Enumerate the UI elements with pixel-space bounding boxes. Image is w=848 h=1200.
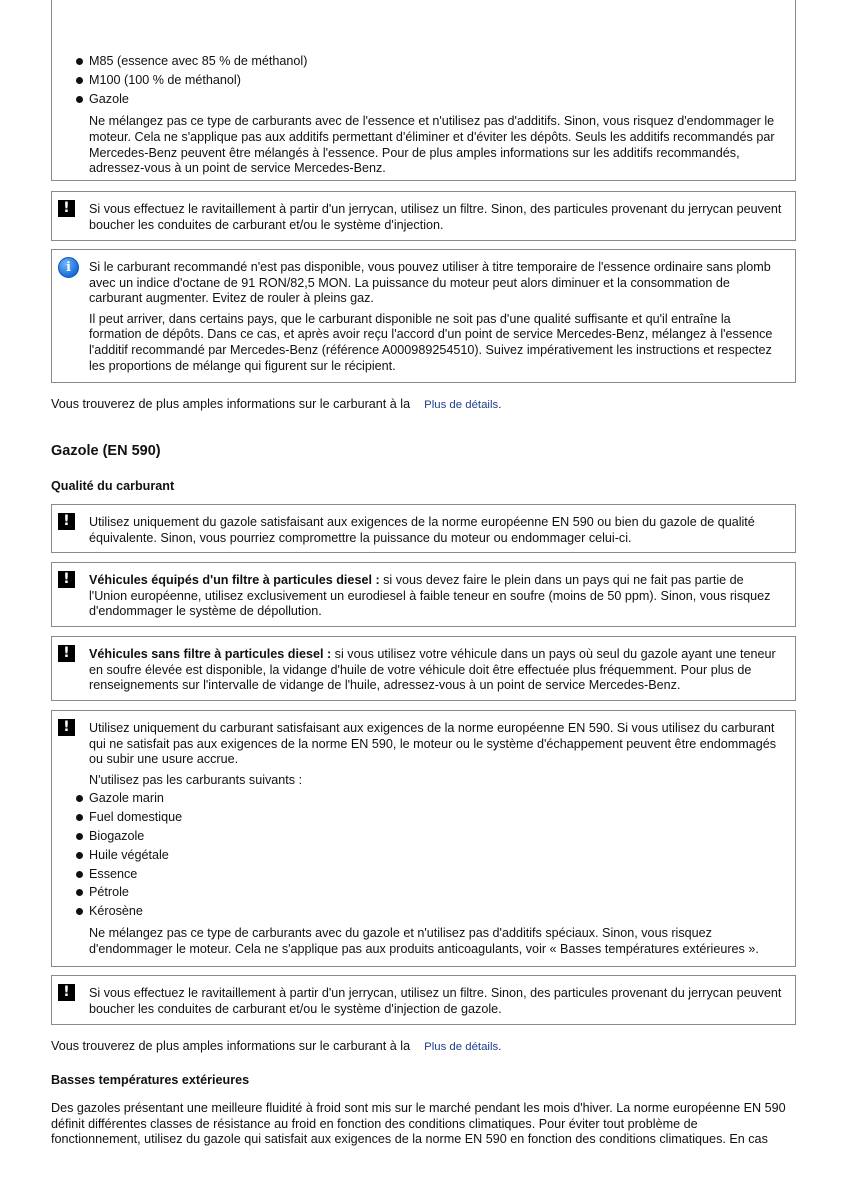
paragraph: Si vous effectuez le ravitaillement à partir d'un jerrycan, utilisez un filtre. Sinon, des particules provenant du jerrycan peuvent boucher les conduites de carburant et/ou le système d'injection de gazole. — [89, 986, 782, 1016]
warning-box-sans-filtre — [51, 636, 796, 701]
list-item: M85 (essence avec 85 % de méthanol) — [52, 52, 785, 71]
paragraph — [89, 573, 785, 620]
subsection-heading: Qualité du carburant — [51, 479, 175, 493]
list-item: Gazole marin — [52, 789, 785, 808]
paragraph: Utilisez uniquement du gazole satisfaisant aux exigences de la norme européenne EN 590 ou bien du gazole de qualité équivalente. Sinon, vous pourriez compromettre la puissance du moteur ou endommager celui-ci. — [89, 515, 755, 545]
paragraph: Il peut arriver, dans certains pays, que le carburant disponible ne soit pas d'une qualité suffisante et qu'il entraîne la formation de dépôts. Dans ce cas, et après avoir reçu l'accord d'un point de service Mercedes-Benz, mélangez à l'essence l'additif recommandé par Mercedes-Benz (référence A000989254510). Suivez impérativement les instructions et respectez les proportions de mélange qui figurent sur le récipient. — [89, 311, 773, 373]
info-icon: i — [58, 257, 79, 278]
warning-icon: ! — [58, 513, 75, 530]
warning-icon: ! — [58, 984, 75, 1001]
paragraph-text: si vous devez faire le plein dans un pays qui ne fait pas partie de l'Union européenne, utilisez exclusivement un eurodiesel à faible teneur en soufre (moins de 50 ppm). Sinon, vous risquez d'endommager le système de dépollution. — [89, 573, 771, 619]
period: . — [498, 1041, 502, 1053]
bold-label: Véhicules sans filtre à particules diesel : — [89, 647, 332, 661]
warning-icon: ! — [58, 571, 75, 588]
bold-label: Véhicules équipés d'un filtre à particules diesel : — [89, 573, 380, 587]
details-link[interactable]: Plus de détails — [424, 1041, 499, 1053]
paragraph — [89, 647, 785, 694]
paragraph: Si vous effectuez le ravitaillement à partir d'un jerrycan, utilisez un filtre. Sinon, des particules provenant du jerrycan peuvent boucher les conduites de carburant et/ou le système d'injection. — [89, 202, 782, 232]
list-item: Pétrole — [52, 883, 785, 902]
paragraph: Utilisez uniquement du carburant satisfaisant aux exigences de la norme européenne EN 590. Si vous utilisez du carburant qui ne satisfait pas aux exigences de la norme EN 590, le moteur ou le système d'échappement peuvent être endommagés ou subir une usure accrue. — [89, 721, 777, 767]
list-item: Biogazole — [52, 827, 785, 846]
paragraph: N'utilisez pas les carburants suivants : — [89, 772, 303, 787]
warning-box-gazole-qualite — [51, 504, 796, 553]
details-link[interactable]: Plus de détails — [424, 399, 499, 411]
subsection-heading: Basses températures extérieures — [51, 1073, 250, 1087]
paragraph: Des gazoles présentant une meilleure fluidité à froid sont mis sur le marché pendant les mois d'hiver. La norme européenne EN 590 définit différentes classes de résistance au froid en fonction des conditions climatiques. Pour éviter tout problème de fonctionnement, utilisez du gazole qui satisfait aux exigences de la norme EN 590 en fonction des conditions climatiques. En cas — [51, 1101, 786, 1147]
warning-box-jerrycan-gazole — [51, 975, 796, 1025]
list-item: Huile végétale — [52, 846, 785, 865]
bullet-list — [52, 789, 785, 921]
more-info-text: Vous trouverez de plus amples informations sur le carburant à la — [51, 1039, 411, 1053]
list-item: Gazole — [52, 90, 785, 109]
list-item: Fuel domestique — [52, 808, 785, 827]
paragraph: Ne mélangez pas ce type de carburants avec du gazole et n'utilisez pas d'additifs spéciaux. Sinon, vous risquez d'endommager le moteur. Cela ne s'applique pas aux produits anticoagulants, voir « Basses températures extérieures ». — [89, 925, 759, 956]
list-item: Essence — [52, 865, 785, 884]
period: . — [498, 399, 502, 411]
more-info-line — [51, 397, 791, 414]
warning-icon: ! — [58, 719, 75, 736]
warning-box-filtre-particules — [51, 562, 796, 627]
info-box-carburant — [51, 249, 796, 383]
paragraph: Ne mélangez pas ce type de carburants avec de l'essence et n'utilisez pas d'additifs. Sinon, vous risquez d'endommager le moteur. Cela ne s'applique pas aux additifs permettant d'éliminer et d'éviter les dépôts. Seuls les additifs recommandés par Mercedes-Benz peuvent être mélangés à l'essence. Pour de plus amples informations sur les additifs recommandés, adressez-vous à un point de service Mercedes-Benz. — [89, 114, 775, 176]
warning-box-jerrycan — [51, 191, 796, 241]
bullet-list — [52, 52, 785, 108]
warning-box-en590 — [51, 710, 796, 967]
warning-box-methanol — [51, 0, 796, 181]
warning-icon: ! — [58, 645, 75, 662]
warning-icon: ! — [58, 200, 75, 217]
paragraph-text: si vous utilisez votre véhicule dans un pays où seul du gazole ayant une teneur en soufre élevée est disponible, la vidange d'huile de votre véhicule doit être effectuée plus fréquemment. Pour plus de renseignements sur l'intervalle de vidange de l'huile, adressez-vous à un point de service Mercedes-Benz. — [89, 647, 776, 693]
more-info-line — [51, 1039, 791, 1056]
more-info-text: Vous trouverez de plus amples informations sur le carburant à la — [51, 397, 411, 411]
list-item: M100 (100 % de méthanol) — [52, 71, 785, 90]
paragraph: Si le carburant recommandé n'est pas disponible, vous pouvez utiliser à titre temporaire de l'essence ordinaire sans plomb avec un indice d'octane de 91 RON/82,5 MON. La puissance du moteur peut alors diminuer et la consommation de carburant augmenter. Evitez de rouler à pleins gaz. — [89, 260, 771, 306]
list-item: Kérosène — [52, 902, 785, 921]
section-heading: Gazole (EN 590) — [51, 443, 161, 459]
